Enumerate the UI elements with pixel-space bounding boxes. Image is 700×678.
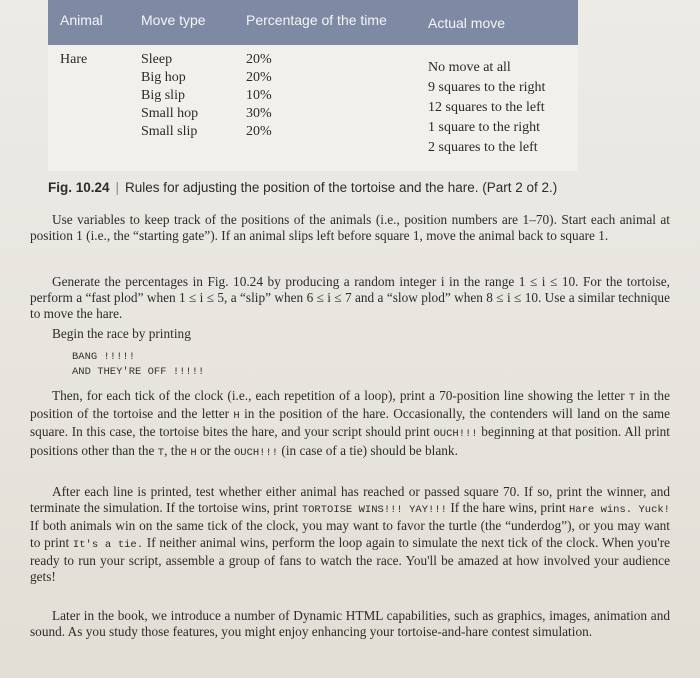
move-type-cell: Big slip [141,88,185,103]
figure-label: Fig. 10.24 [48,180,110,195]
header-actual-move: Actual move [428,15,506,31]
table-header [48,0,578,45]
actual-move-cell: 12 squares to the left [428,100,545,115]
caption-text: Rules for adjusting the position of the tortoise and the hare. (Part 2 of 2.) [125,180,558,195]
actual-move-cell: No move at all [428,60,511,75]
move-type-column [141,49,198,143]
percentage-cell: 20% [246,52,272,67]
actual-move-column [428,57,545,159]
paragraph-4: Then, for each tick of the clock (i.e., each repetition of a loop), print a 70-position line showing the letter T in the position of the tortoise and the letter H in the position of the hare. Occasionally, the contenders will land on the same square. In this case, the tortoise bites the hare, and your script should print OUCH!!! beginning at that position. All print positions other than the T, the H or the OUCH!!! (in case of a tie) should be blank. [30,388,670,459]
paragraph-3: Begin the race by printing [52,326,191,341]
move-type-cell: Small hop [141,106,199,121]
table-body [48,45,578,171]
header-animal: Animal [60,12,103,28]
paragraph-2: Generate the percentages in Fig. 10.24 by producing a random integer i in the range 1 ≤ i ≤ 10. For the tortoise, perform a “fast plod” when 1 ≤ i ≤ 5, a “slip” when 6 ≤ i ≤ 7 and a “slow plod” when 8 ≤ i ≤ 10. Use a similar technique to move the hare. [30,274,670,322]
percentage-cell: 20% [246,124,272,139]
header-move-type: Move type [141,12,206,28]
move-type-cell: Big hop [141,70,186,85]
header-percentage: Percentage of the time [246,12,387,28]
actual-move-cell: 1 square to the right [428,120,540,135]
actual-move-cell: 9 squares to the right [428,80,546,95]
percentage-cell: 30% [246,106,272,121]
move-type-cell: Sleep [141,52,173,67]
paragraph-6: Later in the book, we introduce a number of Dynamic HTML capabilities, such as graphics, images, animation and sound. As you study those features, you might enjoy enhancing your tortoise-and-hare contest simulation. [30,608,670,640]
animal-column [60,49,87,71]
code-line-2: AND THEY'RE OFF !!!!! [72,366,205,378]
percentage-cell: 20% [246,70,272,85]
move-type-cell: Small slip [141,124,198,139]
caption-divider: | [115,180,120,195]
percentage-column [246,49,272,143]
figure-caption [48,180,668,195]
percentage-cell: 10% [246,88,272,103]
paragraph-5: After each line is printed, test whether either animal has reached or passed square 70. If so, print the winner, and terminate the simulation. If the tortoise wins, print TORTOISE WINS!!! YAY!!! If the hare wins, print Hare wins. Yuck! If both animals win on the same tick of the clock, you may want to favor the turtle (the “underdog”), or you may want to print It's a tie. If neither animal wins, perform the loop again to simulate the next tick of the clock. When you're ready to run your script, assemble a group of fans to watch the race. You'll be amazed at how involved your audience gets! [30,484,671,585]
code-line-1: BANG !!!!! [72,351,136,363]
paragraph-1: Use variables to keep track of the positions of the animals (i.e., position numbers are 1–70). Start each animal at position 1 (i.e., the “starting gate”). If an animal slips left before square 1, move the animal back to square 1. [30,212,670,244]
actual-move-cell: 2 squares to the left [428,140,538,155]
animal-cell: Hare [60,52,88,67]
